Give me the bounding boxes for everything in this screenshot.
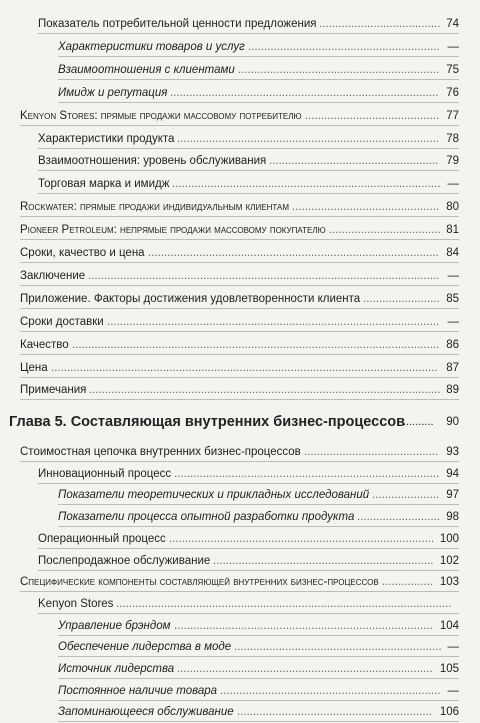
toc-entry-leader: .........................................................................................................: [116, 597, 452, 610]
toc-entry-label: Специфические компоненты составляющей внутренних бизнес-процессов: [20, 576, 379, 589]
toc-entry-leader: ................................................................................: [177, 663, 433, 675]
toc-entry[interactable]: [58, 679, 459, 701]
toc-entry-leader: ..........................................: [305, 109, 440, 122]
toc-entry-label: Показатель потребительной ценности предложения: [38, 18, 317, 30]
toc-entry-page: 102: [439, 554, 459, 567]
toc-entry-label: Pioneer Petroleum: непрямые продажи массовому покупателю: [20, 224, 326, 237]
toc-entry[interactable]: [58, 505, 459, 527]
toc-entry-leader: ..............................................................................................................: [89, 384, 441, 397]
toc-entry-leader: .....................................................................: [220, 684, 441, 697]
toc-entry-leader: ..............................................................................................................: [88, 269, 440, 282]
toc-entry-leader: .................................................................................: [174, 619, 433, 632]
toc-entry-label: Имидж и репутация: [58, 86, 168, 99]
toc-entry[interactable]: [58, 657, 459, 679]
toc-entry[interactable]: [38, 149, 459, 171]
toc-entry-page: —: [447, 40, 459, 53]
toc-entry[interactable]: [38, 127, 459, 149]
toc-entry[interactable]: [20, 104, 459, 126]
toc-entry-page: 94: [446, 467, 459, 480]
toc-entry-page: 89: [446, 384, 459, 397]
toc-entry-leader: ...................................: [329, 224, 441, 237]
toc-entry-page: 104: [439, 619, 459, 632]
toc-entry-label: Постоянное наличие товара: [58, 684, 218, 697]
toc-entry-label: Приложение. Факторы достижения удовлетворенности клиента: [20, 292, 361, 305]
toc-entry-leader: .....................: [372, 489, 440, 502]
toc-entry-page: 98: [446, 511, 459, 524]
toc-entry[interactable]: [38, 172, 459, 194]
toc-entry-label: Взаимоотношения: уровень обслуживания: [38, 155, 267, 168]
toc-entry-page: 100: [439, 532, 459, 545]
toc-entry-page: 80: [446, 201, 459, 214]
toc-entry-label: Характеристики продукта: [38, 132, 175, 145]
toc-entry-label: Управление брэндом: [58, 619, 171, 632]
toc-entry-page: 74: [446, 18, 459, 30]
toc-entry[interactable]: [20, 287, 459, 309]
toc-entry-label: Показатели теоретических и прикладных исследований: [58, 489, 370, 502]
toc-entry-label: Показатели процесса опытной разработки продукта: [58, 511, 355, 524]
toc-entry[interactable]: [58, 35, 459, 57]
toc-entry-page: 106: [439, 706, 459, 719]
toc-entry[interactable]: [20, 356, 459, 378]
toc-entry-leader: ...............................................................: [238, 63, 440, 76]
toc-entry-label: Операционный процесс: [38, 532, 166, 545]
toc-entry-leader: ..................................................................................: [177, 132, 439, 145]
toc-entry[interactable]: [20, 195, 459, 217]
toc-entry-page: —: [447, 315, 459, 328]
toc-entry-label: Заключение: [20, 269, 86, 282]
toc-entry-label: Взаимоотношения с клиентами: [58, 63, 235, 76]
toc-entry-leader: ....................................................................................: [170, 86, 439, 99]
toc-entry-label: Rockwater: прямые продажи индивидуальным клиентам: [20, 201, 289, 214]
toc-entry[interactable]: [20, 241, 459, 263]
toc-entry-page: 84: [446, 247, 459, 259]
toc-entry-page: —: [447, 641, 459, 654]
toc-entry-leader: ...................................................................................: [169, 532, 435, 545]
toc-entry-leader: ..........................................: [304, 446, 439, 458]
toc-entry[interactable]: [58, 483, 459, 505]
toc-entry-label: Качество: [20, 338, 69, 351]
chapter-title: Глава 5. Составляющая внутренних бизнес-процессов: [9, 414, 406, 430]
toc-entry-leader: ..............................................: [292, 201, 439, 214]
toc-entry-label: Сроки доставки: [20, 315, 104, 328]
toc-entry-label: Kenyon Stores: прямые продажи массовому потребителю: [20, 109, 302, 122]
toc-entry-page: 81: [446, 224, 459, 237]
toc-entry-page: 79: [446, 155, 459, 168]
toc-entry-page: —: [447, 684, 459, 697]
toc-entry[interactable]: [38, 462, 459, 484]
toc-entry[interactable]: [20, 310, 459, 332]
toc-entry-page: 86: [446, 338, 459, 351]
toc-entry-label: Источник лидерства: [58, 663, 175, 675]
toc-entry-page: —: [447, 178, 459, 191]
chapter-leader: ..........: [403, 416, 434, 428]
toc-entry-page: 78: [446, 132, 459, 145]
toc-entry-label: Обеспечение лидерства в моде: [58, 641, 232, 654]
toc-entry-leader: ...................................................................................: [174, 467, 440, 480]
toc-entry-leader: ......................................: [319, 18, 441, 30]
toc-entry-label: Стоимостная цепочка внутренних бизнес-процессов: [20, 446, 301, 458]
toc-entry[interactable]: [20, 378, 459, 400]
toc-entry[interactable]: [38, 527, 459, 549]
toc-entry-page: 93: [446, 446, 459, 458]
toc-entry-label: Запоминающееся обслуживание: [58, 706, 234, 719]
toc-entry-page: 75: [446, 63, 459, 76]
toc-entry[interactable]: [58, 81, 459, 103]
toc-entry[interactable]: [20, 264, 459, 286]
toc-entry-page: 103: [439, 576, 459, 589]
toc-entry-label: Цена: [20, 361, 48, 374]
toc-entry[interactable]: [20, 570, 459, 592]
toc-entry-leader: ....................................................................................: [172, 178, 441, 191]
toc-entry-leader: ............................................................: [248, 40, 440, 53]
toc-entry-leader: .....................................................................: [213, 554, 434, 567]
toc-entry-leader: .........................................................................................................................: [51, 361, 438, 374]
toc-entry-leader: ........................................................................................................: [107, 315, 440, 328]
toc-entry-leader: .................................................................: [234, 641, 442, 654]
toc-entry-label: Kenyon Stores: [38, 597, 114, 610]
toc-entry[interactable]: [58, 635, 459, 657]
toc-entry-label: Послепродажное обслуживание: [38, 554, 211, 567]
toc-entry-label: Характеристики товаров и услуг: [58, 40, 245, 53]
toc-entry-leader: ...........................................................................................: [148, 247, 439, 259]
toc-entry[interactable]: [38, 592, 459, 614]
chapter-page: 90: [446, 416, 459, 428]
toc-entry[interactable]: [20, 333, 459, 355]
toc-entry-page: 85: [446, 292, 459, 305]
toc-entry[interactable]: [20, 440, 459, 462]
toc-entry-leader: ...................................................................................................................: [72, 338, 440, 351]
toc-entry-page: 76: [446, 86, 459, 99]
toc-entry-label: Инновационный процесс: [38, 467, 172, 480]
toc-entry-page: 77: [446, 109, 459, 122]
toc-entry-label: Торговая марка и имидж: [38, 178, 170, 191]
toc-entry-leader: .....................................................: [269, 155, 439, 168]
toc-entry-page: 105: [439, 663, 459, 675]
toc-entry-label: Сроки, качество и цена: [20, 247, 145, 259]
toc-entry[interactable]: [58, 614, 459, 636]
chapter-heading: [9, 409, 459, 435]
toc-entry-leader: ................: [382, 576, 434, 589]
toc-entry[interactable]: [58, 700, 459, 722]
toc-entry[interactable]: [38, 12, 459, 34]
toc-entry-leader: ........................: [363, 292, 440, 305]
toc-entry-leader: ..........................: [357, 511, 441, 524]
toc-entry-page: 97: [446, 489, 459, 502]
toc-entry-label: Примечания: [20, 384, 87, 397]
toc-entry[interactable]: [38, 549, 459, 571]
toc-entry[interactable]: [58, 58, 459, 80]
toc-entry-page: 87: [446, 361, 459, 374]
toc-entry-page: —: [447, 269, 459, 282]
toc-entry-leader: .............................................................: [237, 706, 432, 719]
toc-entry[interactable]: [20, 218, 459, 240]
